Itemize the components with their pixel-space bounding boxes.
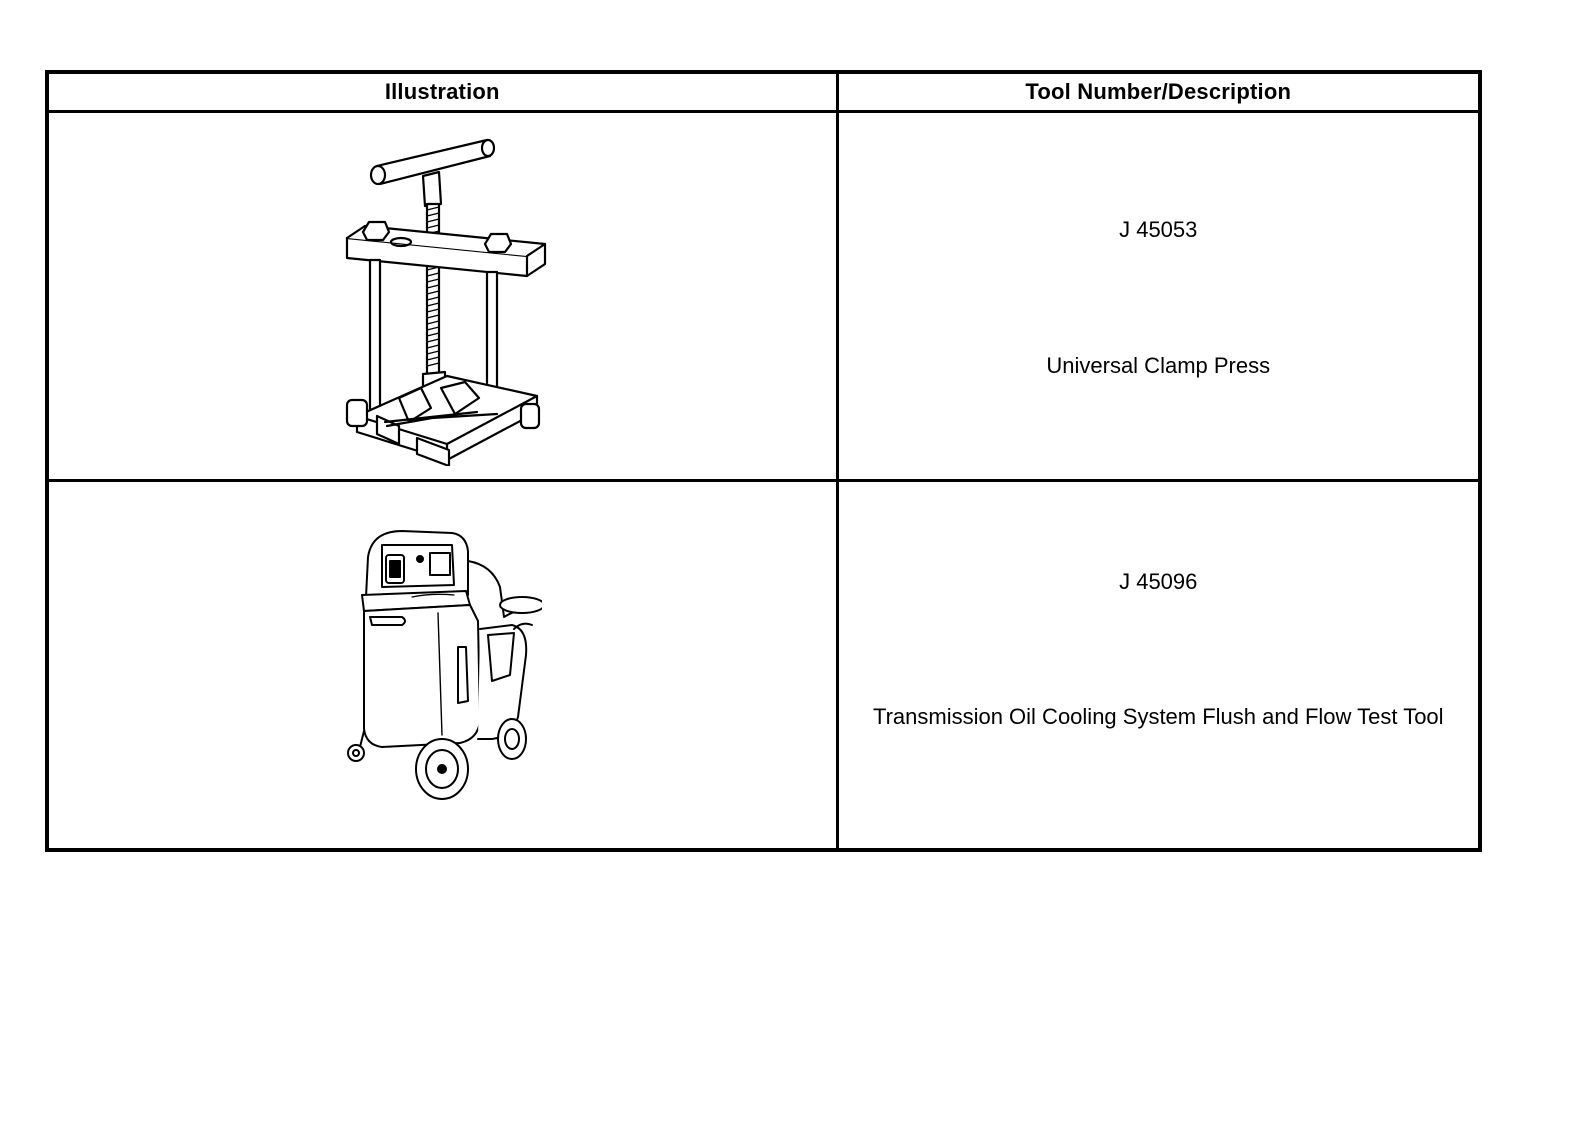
clamp-press-icon — [337, 126, 547, 466]
tool-number: J 45053 — [1119, 217, 1198, 242]
header-tool-description: Tool Number/Description — [837, 72, 1480, 112]
tool-description: Universal Clamp Press — [1046, 353, 1271, 378]
table-row — [47, 481, 1480, 851]
special-tools-table — [45, 70, 1482, 852]
illustration-cell — [47, 481, 837, 851]
tool-number: J 45096 — [1119, 569, 1198, 594]
flush-machine-icon — [342, 525, 542, 805]
description-cell — [837, 481, 1480, 851]
table-row — [47, 112, 1480, 481]
header-illustration: Illustration — [47, 72, 837, 112]
illustration-cell — [47, 112, 837, 481]
table-header-row — [47, 72, 1480, 112]
tool-description: Transmission Oil Cooling System Flush and Flow Test Tool — [872, 704, 1444, 729]
description-cell — [837, 112, 1480, 481]
